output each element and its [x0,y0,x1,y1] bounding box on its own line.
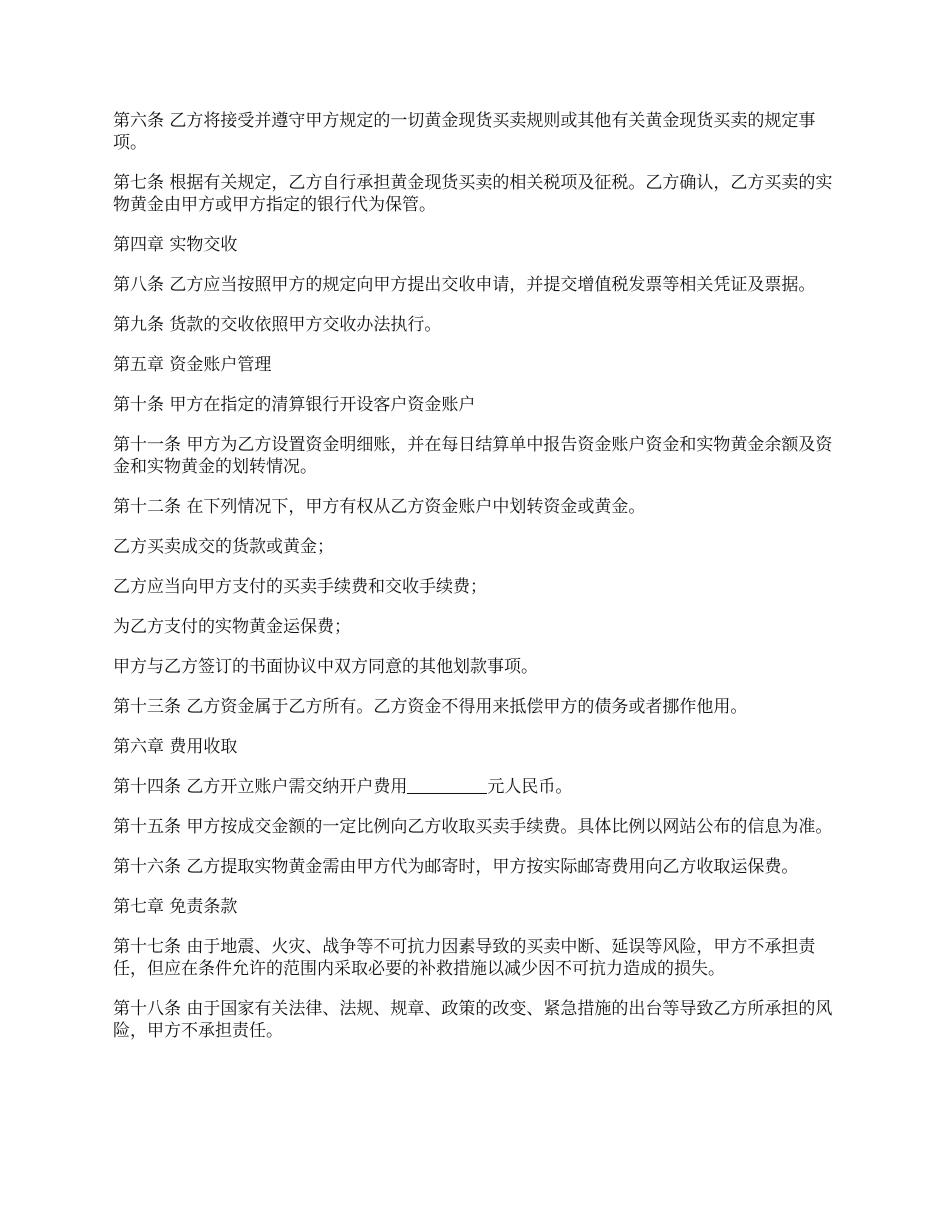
chapter-5-heading: 第五章 资金账户管理 [113,355,272,375]
chapter-6-heading: 第六章 费用收取 [113,737,238,757]
article-15: 第十五条 甲方按成交金额的一定比例向乙方收取买卖手续费。具体比例以网站公布的信息为准。 [113,817,833,837]
article-7: 第七条 根据有关规定，乙方自行承担黄金现货买卖的相关税项及征税。乙方确认，乙方买卖的实物黄金由甲方或甲方指定的银行代为保管。 [113,173,833,215]
list-item: 为乙方支付的实物黄金运保费； [113,617,351,637]
article-9: 第九条 货款的交收依照甲方交收办法执行。 [113,315,442,335]
article-8: 第八条 乙方应当按照甲方的规定向甲方提出交收申请，并提交增值税发票等相关凭证及票据。 [113,275,816,295]
fill-in-blank [407,777,487,794]
list-item: 甲方与乙方签订的书面协议中双方同意的其他划款事项。 [113,657,538,677]
article-18: 第十八条 由于国家有关法律、法规、规章、政策的改变、紧急措施的出台等导致乙方所承担的风险，甲方不承担责任。 [113,999,833,1041]
article-14-text: 第十四条 乙方开立账户需交纳开户费用 [113,777,408,797]
article-13: 第十三条 乙方资金属于乙方所有。乙方资金不得用来抵偿甲方的债务或者挪作他用。 [113,697,748,717]
document-page [113,110,833,1060]
list-item: 乙方应当向甲方支付的买卖手续费和交收手续费； [113,577,487,597]
chapter-7-heading: 第七章 免责条款 [113,897,238,917]
article-14-suffix: 元人民币。 [487,777,573,797]
article-6: 第六条 乙方将接受并遵守甲方规定的一切黄金现货买卖规则或其他有关黄金现货买卖的规定事项。 [113,111,816,153]
article-14 [113,776,833,798]
chapter-4-heading: 第四章 实物交收 [113,235,238,255]
article-12: 第十二条 在下列情况下，甲方有权从乙方资金账户中划转资金或黄金。 [113,497,646,517]
article-11: 第十一条 甲方为乙方设置资金明细账，并在每日结算单中报告资金账户资金和实物黄金余额及资金和实物黄金的划转情况。 [113,435,833,477]
article-16: 第十六条 乙方提取实物黄金需由甲方代为邮寄时，甲方按实际邮寄费用向乙方收取运保费。 [113,857,799,877]
list-item: 乙方买卖成交的货款或黄金； [113,537,334,557]
article-17: 第十七条 由于地震、火灾、战争等不可抗力因素导致的买卖中断、延误等风险，甲方不承担责任，但应在条件允许的范围内采取必要的补救措施以减少因不可抗力造成的损失。 [113,937,816,979]
article-10: 第十条 甲方在指定的清算银行开设客户资金账户 [113,395,476,415]
